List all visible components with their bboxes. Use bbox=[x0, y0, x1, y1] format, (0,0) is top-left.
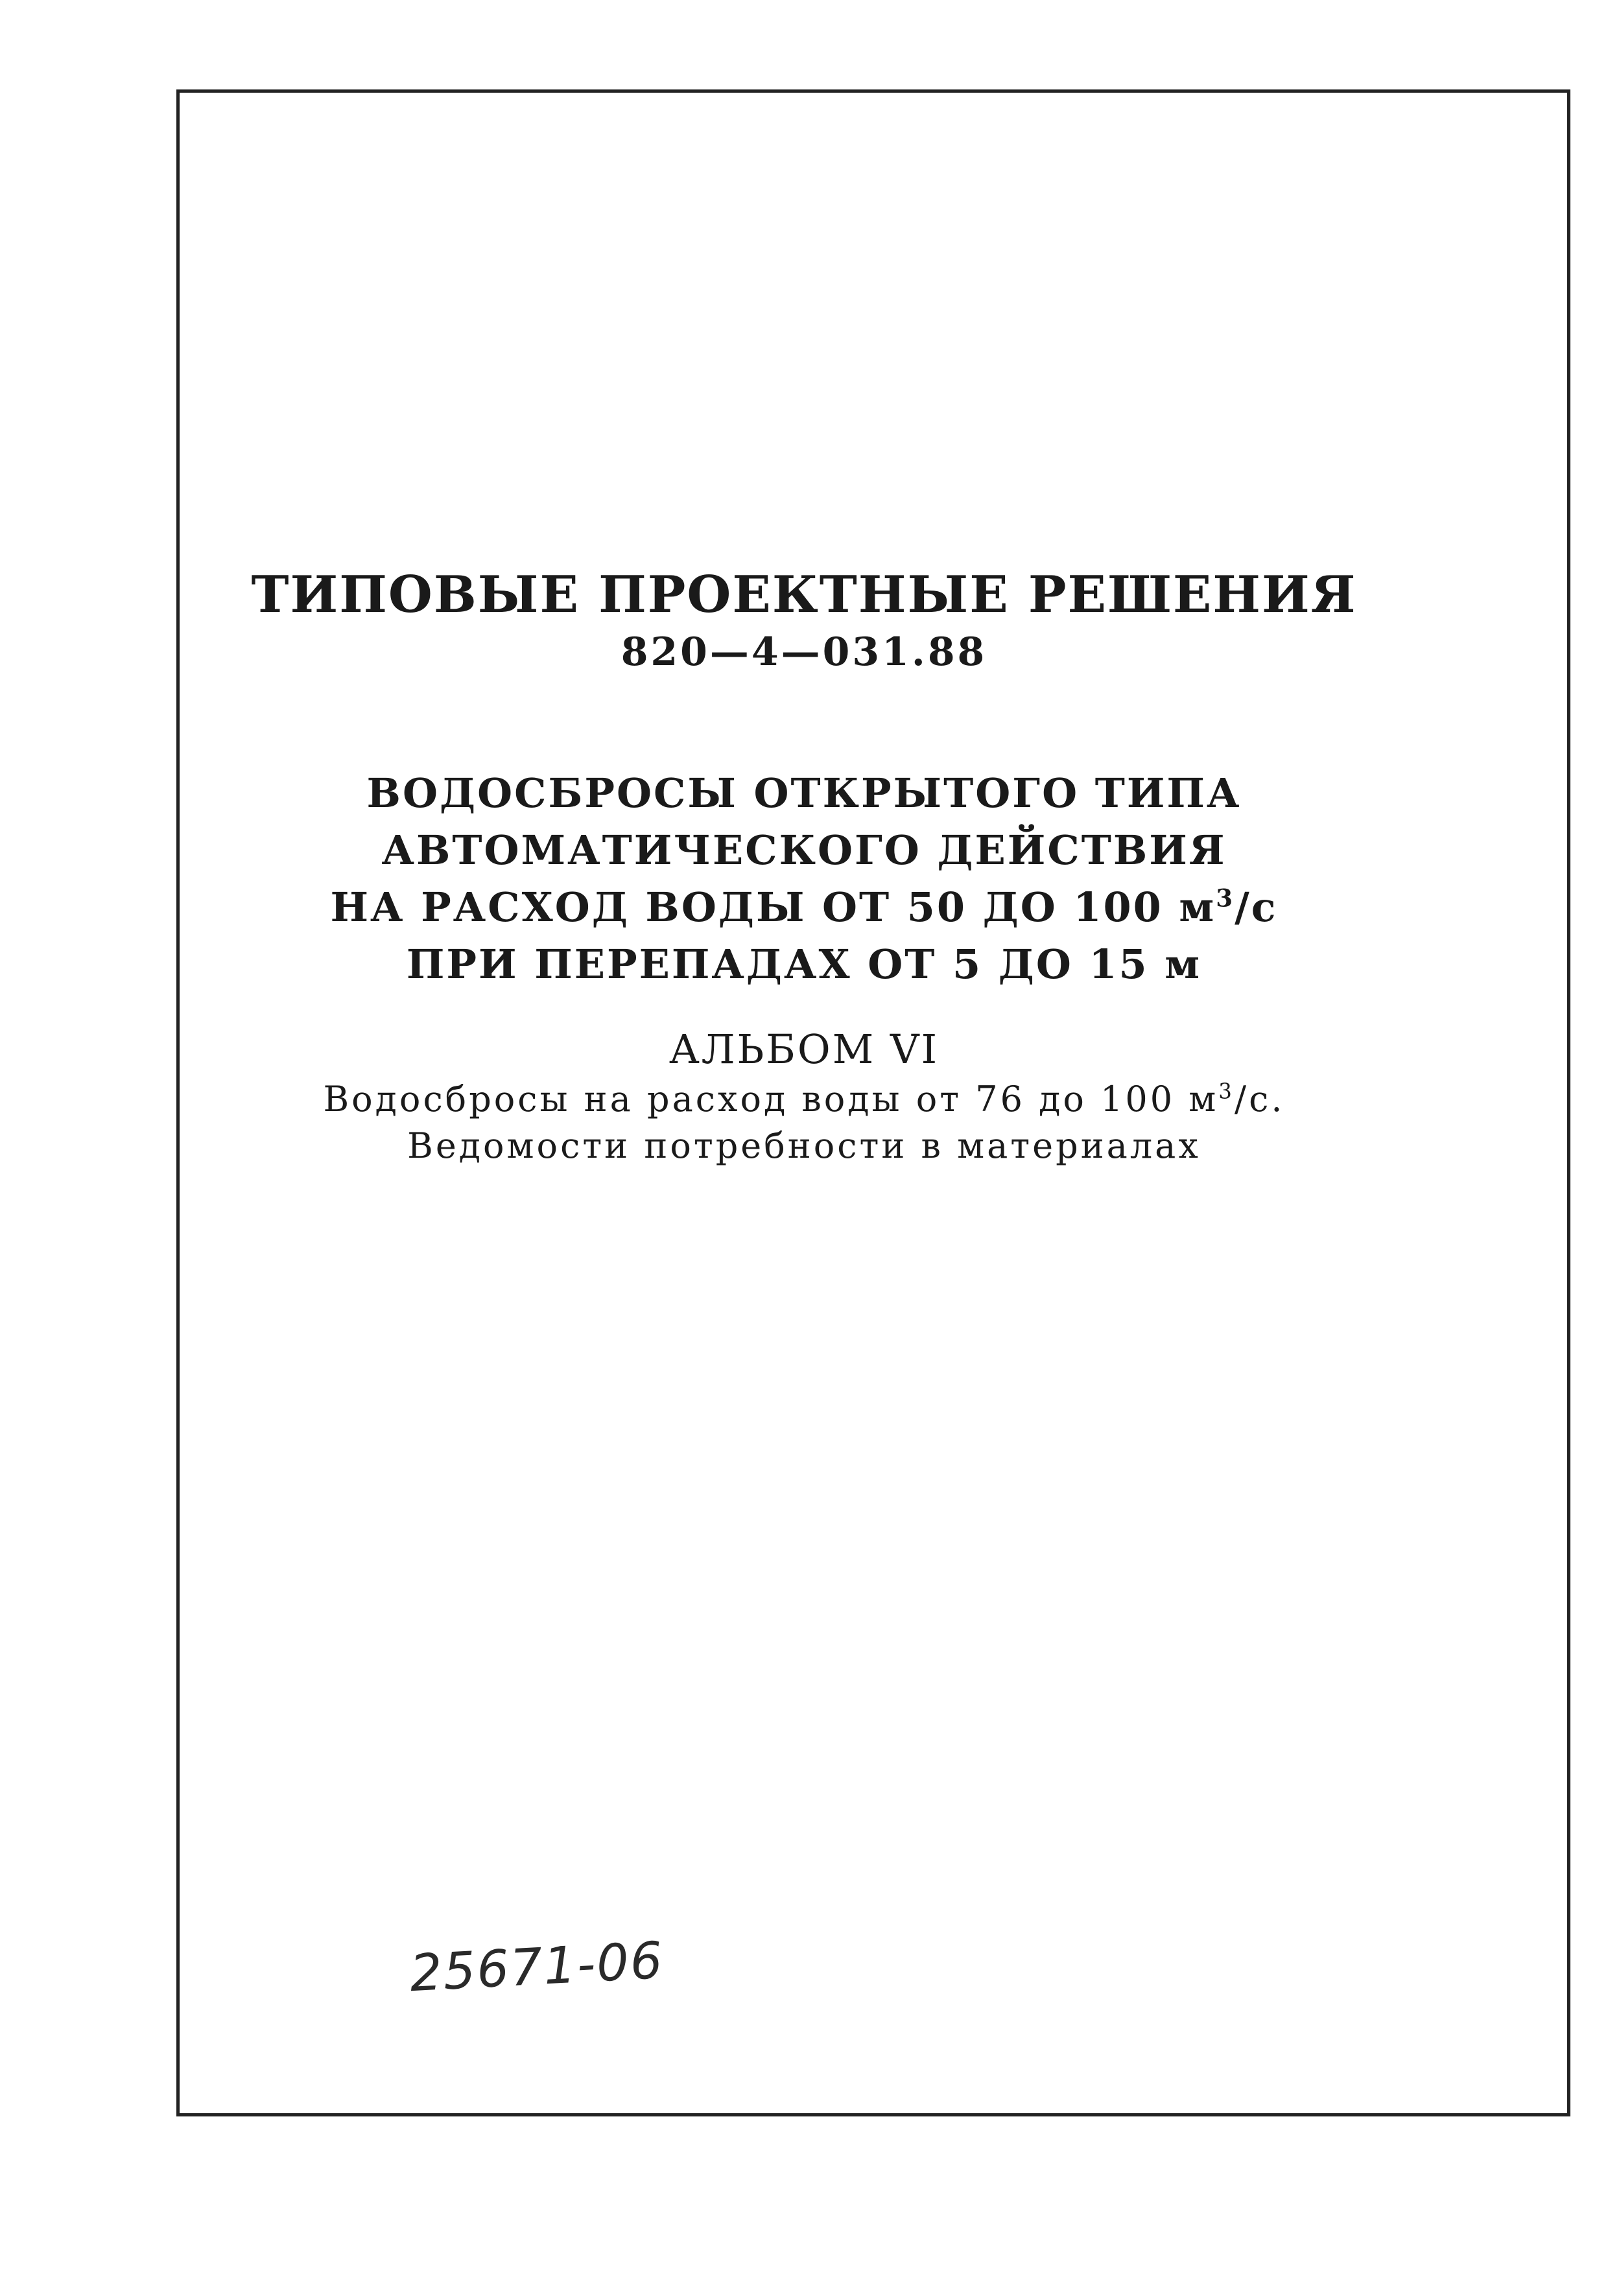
album-description-1-superscript: 3 bbox=[1218, 1079, 1235, 1104]
title-line-2: АВТОМАТИЧЕСКОГО ДЕЙСТВИЯ bbox=[381, 826, 1227, 874]
album-description-1-unit: /с. bbox=[1234, 1079, 1285, 1119]
album-description-2: Ведомости потребности в материалах bbox=[407, 1125, 1201, 1166]
title-line-1: ВОДОСБРОСЫ ОТКРЫТОГО ТИПА bbox=[366, 769, 1242, 817]
title-line-3-superscript: 3 bbox=[1216, 884, 1235, 913]
handwritten-inventory-number: 25671-06 bbox=[408, 1931, 665, 2004]
album-label: АЛЬБОМ VI bbox=[668, 1025, 940, 1073]
series-title: ТИПОВЫЕ ПРОЕКТНЫЕ РЕШЕНИЯ bbox=[251, 565, 1357, 624]
title-line-3-text: НА РАСХОД ВОДЫ ОТ 50 ДО 100 м bbox=[330, 884, 1216, 931]
title-line-3 bbox=[0, 879, 1608, 936]
album-section bbox=[0, 1023, 1608, 1169]
document-title bbox=[0, 765, 1608, 993]
series-header bbox=[0, 563, 1608, 677]
album-description-1-text: Водосбросы на расход воды от 76 до 100 м bbox=[323, 1079, 1219, 1119]
title-line-3-unit: /с bbox=[1235, 884, 1278, 931]
album-description-1 bbox=[0, 1076, 1608, 1123]
series-number: 820—4—031.88 bbox=[621, 629, 987, 675]
title-line-4: ПРИ ПЕРЕПАДАХ ОТ 5 ДО 15 м bbox=[406, 941, 1202, 988]
